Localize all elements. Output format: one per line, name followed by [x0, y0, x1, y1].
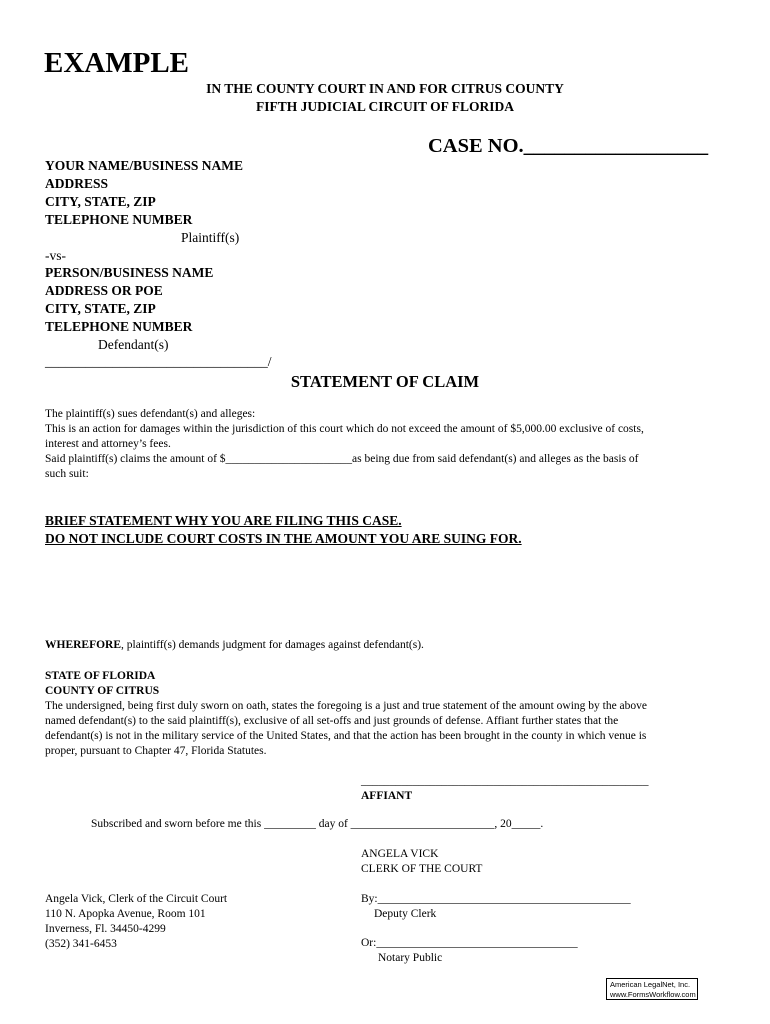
- oath-state: STATE OF FLORIDA: [45, 670, 156, 682]
- example-watermark: EXAMPLE: [44, 47, 189, 79]
- deputy-clerk-label: Deputy Clerk: [374, 908, 437, 920]
- badge-line-1: American LegalNet, Inc.: [610, 980, 691, 989]
- court-line-2: FIFTH JUDICIAL CIRCUIT OF FLORIDA: [255, 99, 515, 114]
- instruction-line-1: BRIEF STATEMENT WHY YOU ARE FILING THIS CASE.: [45, 513, 402, 528]
- document-title: STATEMENT OF CLAIM: [290, 372, 480, 391]
- affiant-signature-line: __________________________________________________: [361, 775, 649, 787]
- wherefore-keyword: WHEREFORE: [45, 639, 122, 651]
- badge-line-2: www.FormsWorkflow.com: [610, 990, 696, 999]
- defendant-telephone: TELEPHONE NUMBER: [45, 319, 193, 334]
- by-signature-line: By:____________________________________________: [361, 893, 631, 905]
- claim-line-1: The plaintiff(s) sues defendant(s) and alleges:: [45, 408, 256, 420]
- oath-county: COUNTY OF CITRUS: [45, 685, 160, 697]
- wherefore-text: , plaintiff(s) demands judgment for damages against defendant(s).: [121, 639, 424, 651]
- or-signature-line: Or:___________________________________: [361, 937, 578, 949]
- oath-line-3: defendant(s) is not in the military service of the United States, and that the action has been brought in the county in which venue is: [45, 730, 647, 742]
- plaintiff-role-label: Plaintiff(s): [181, 230, 240, 245]
- defendant-address: ADDRESS OR POE: [45, 283, 163, 298]
- notary-public-label: Notary Public: [378, 952, 443, 964]
- defendant-city-state-zip: CITY, STATE, ZIP: [45, 301, 156, 316]
- versus-label: -vs-: [45, 248, 66, 263]
- oath-line-4: proper, pursuant to Chapter 47, Florida Statutes.: [45, 745, 267, 757]
- claim-line-2: This is an action for damages within the jurisdiction of this court which do not exceed the amount of $5,000.00 exclusive of costs,: [45, 423, 644, 435]
- defendant-name: PERSON/BUSINESS NAME: [45, 265, 214, 280]
- plaintiff-name: YOUR NAME/BUSINESS NAME: [45, 158, 244, 173]
- caption-rule: _________________________________/: [45, 354, 272, 369]
- subscribed-line: Subscribed and sworn before me this _________ day of _________________________, 20_____.: [91, 818, 544, 830]
- clerk-name: ANGELA VICK: [361, 848, 439, 860]
- clerk-address-line-2: 110 N. Apopka Avenue, Room 101: [45, 908, 206, 920]
- plaintiff-telephone: TELEPHONE NUMBER: [45, 212, 193, 227]
- oath-line-1: The undersigned, being first duly sworn on oath, states the foregoing is a just and true statement of the amount owing by the above: [45, 700, 648, 712]
- plaintiff-city-state-zip: CITY, STATE, ZIP: [45, 194, 156, 209]
- claim-line-5: such suit:: [45, 468, 89, 480]
- legalnet-badge: [606, 978, 698, 1000]
- affiant-label: AFFIANT: [361, 790, 413, 802]
- clerk-address-line-1: Angela Vick, Clerk of the Circuit Court: [45, 893, 228, 905]
- wherefore-clause: [45, 638, 424, 653]
- oath-line-2: named defendant(s) to the said plaintiff(s), exclusive of all set-offs and just grounds of defense. Affiant further states that the: [45, 715, 619, 727]
- clerk-phone: (352) 341-6453: [45, 938, 117, 950]
- case-number: CASE NO.__________________: [428, 135, 709, 157]
- plaintiff-address: ADDRESS: [45, 176, 109, 191]
- clerk-title: CLERK OF THE COURT: [361, 863, 483, 875]
- claim-line-3: interest and attorney’s fees.: [45, 438, 171, 450]
- claim-line-4: Said plaintiff(s) claims the amount of $______________________as being due from said defendant(s) and alleges as the basis of: [45, 453, 639, 465]
- clerk-address-line-3: Inverness, Fl. 34450-4299: [45, 923, 166, 935]
- defendant-role-label: Defendant(s): [98, 337, 169, 352]
- court-line-1: IN THE COUNTY COURT IN AND FOR CITRUS COUNTY: [206, 81, 564, 96]
- instruction-line-2: DO NOT INCLUDE COURT COSTS IN THE AMOUNT YOU ARE SUING FOR.: [45, 531, 522, 546]
